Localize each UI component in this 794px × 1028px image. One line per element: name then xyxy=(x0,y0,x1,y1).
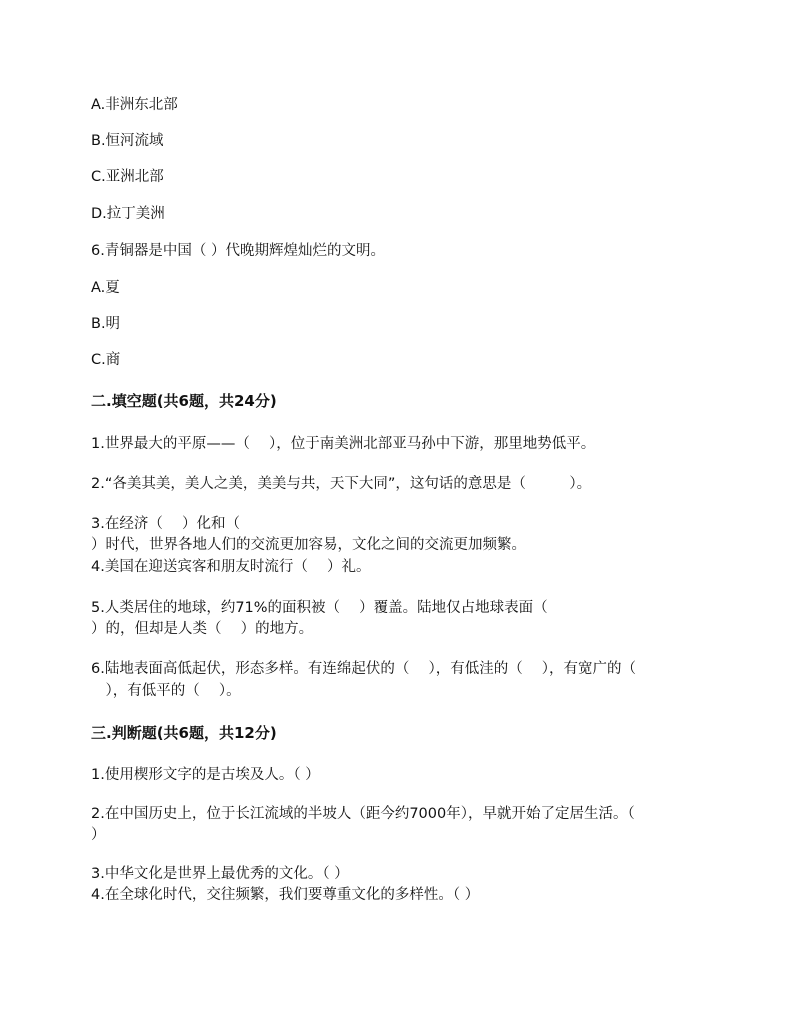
fill-question-6-line-2: ），有低平的（ ）。 xyxy=(91,683,241,699)
option-a: A.非洲东北部 xyxy=(91,97,178,113)
fill-question-3-line-2: ）时代，世界各地人们的交流更加容易，文化之间的交流更加频繁。 xyxy=(91,537,526,553)
fill-question-6-line-1: 6.陆地表面高低起伏，形态多样。有连绵起伏的（ ），有低洼的（ ），有宽广的（ xyxy=(91,661,637,677)
judge-question-2-line-1: 2.在中国历史上，位于长江流域的半坡人（距今约7000年），早就开始了定居生活。（ xyxy=(91,806,635,822)
judge-question-4: 4.在全球化时代，交往频繁，我们要尊重文化的多样性。（ ） xyxy=(91,887,480,903)
fill-question-5-line-1: 5.人类居住的地球，约71%的面积被（ ）覆盖。陆地仅占地球表面（ xyxy=(91,600,548,616)
fill-question-3-line-1: 3.在经济（ ）化和（ xyxy=(91,516,240,532)
section-2-heading: 二.填空题(共6题，共24分) xyxy=(91,392,277,410)
question-6-stem: 6.青铜器是中国（ ）代晚期辉煌灿烂的文明。 xyxy=(91,243,385,259)
question-6-option-c: C.商 xyxy=(91,352,121,368)
option-b: B.恒河流域 xyxy=(91,133,164,149)
fill-question-1: 1.世界最大的平原——（ ），位于南美洲北部亚马孙中下游，那里地势低平。 xyxy=(91,436,596,452)
judge-question-3: 3.中华文化是世界上最优秀的文化。（ ） xyxy=(91,866,349,882)
question-6-option-a: A.夏 xyxy=(91,280,120,296)
fill-question-2: 2.“各美其美，美人之美，美美与共，天下大同”，这句话的意思是（ ）。 xyxy=(91,476,592,492)
judge-question-2-line-2: ） xyxy=(91,827,106,843)
fill-question-5-line-2: ）的，但却是人类（ ）的地方。 xyxy=(91,621,314,637)
option-d: D.拉丁美洲 xyxy=(91,206,165,222)
question-6-option-b: B.明 xyxy=(91,316,121,332)
option-c: C.亚洲北部 xyxy=(91,169,164,185)
section-3-heading: 三.判断题(共6题，共12分) xyxy=(91,724,277,742)
fill-question-4: 4.美国在迎送宾客和朋友时流行（ ）礼。 xyxy=(91,559,371,575)
judge-question-1: 1.使用楔形文字的是古埃及人。（ ） xyxy=(91,767,320,783)
